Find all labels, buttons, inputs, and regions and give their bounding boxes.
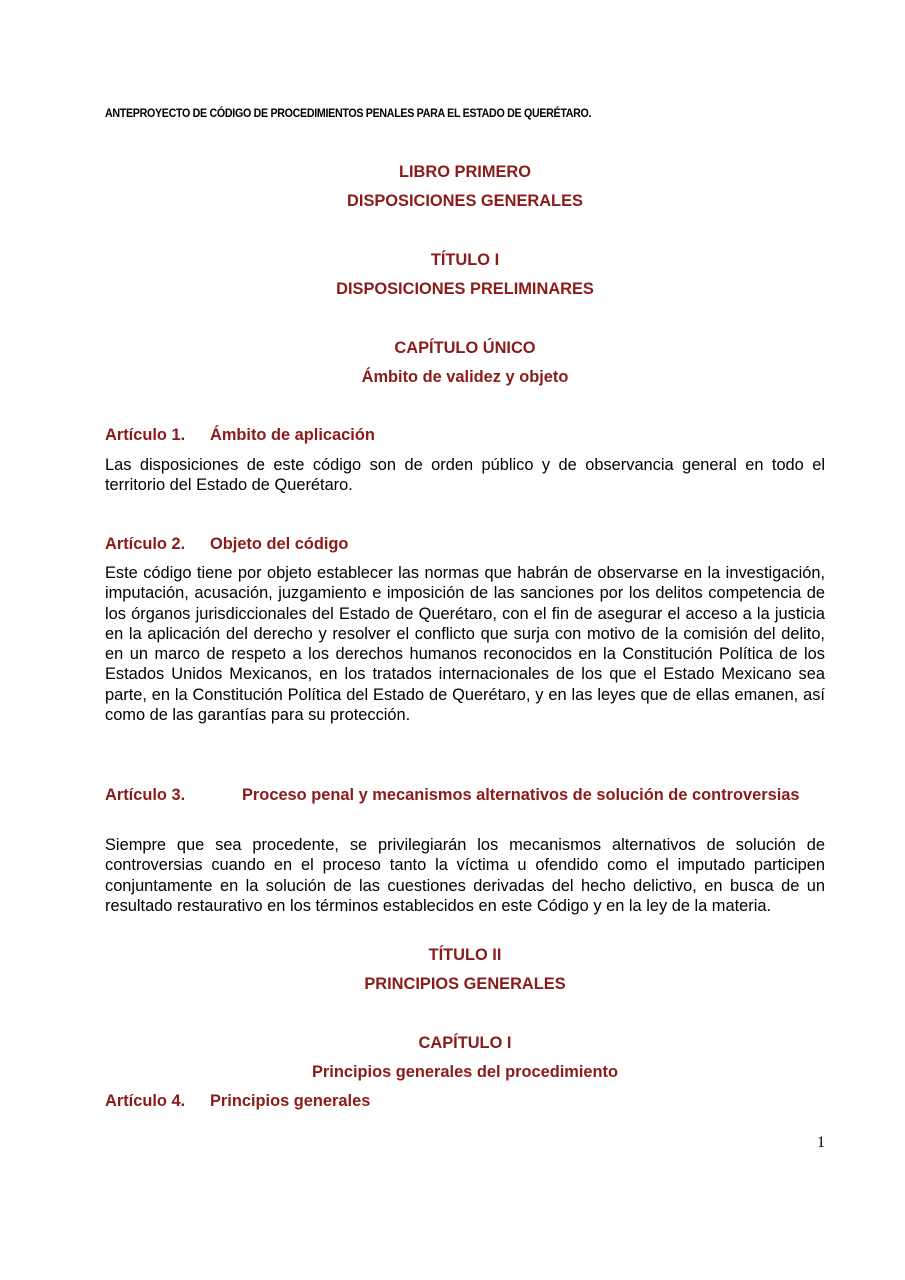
capitulo-unico-heading: CAPÍTULO ÚNICO [394,339,536,357]
article-3-title: Proceso penal y mecanismos alternativos de solución de controversias [242,786,800,804]
capitulo-1-subtitle: Principios generales del procedimiento [311,1063,619,1081]
libro-subtitle: DISPOSICIONES GENERALES [347,192,583,210]
page-number: 1 [817,1134,825,1151]
article-4-title: Principios generales [210,1092,371,1110]
article-1-number: Artículo 1. [105,426,186,444]
article-2-title: Objeto del código [210,535,349,553]
article-4-number: Artículo 4. [105,1092,186,1110]
titulo-2-heading: TÍTULO II [428,946,502,964]
titulo-1-heading: TÍTULO I [430,251,500,269]
article-3-heading [105,785,825,805]
capitulo-1-heading: CAPÍTULO I [418,1034,512,1052]
article-3-text: Siempre que sea procedente, se privilegiarán los mecanismos alternativos de solución de controversias cuando en el proceso tanto la víctima u ofendido como el imputado participen conjuntamente en la solución de las cuestiones derivadas del hecho delictivo, en busca de un resultado restaurativo en los términos establecidos en este Código y en la ley de la materia. [105,836,825,915]
titulo-2-subtitle: PRINCIPIOS GENERALES [364,975,566,993]
document-header: ANTEPROYECTO DE CÓDIGO DE PROCEDIMIENTOS PENALES PARA EL ESTADO DE QUERÉTARO. [105,106,592,120]
article-2-heading [105,534,825,554]
article-1-title: Ámbito de aplicación [210,426,375,444]
article-2-number: Artículo 2. [105,535,186,553]
article-1-heading [105,425,825,445]
libro-heading: LIBRO PRIMERO [398,163,532,181]
capitulo-unico-subtitle: Ámbito de validez y objeto [361,368,569,386]
article-2-text: Este código tiene por objeto establecer las normas que habrán de observarse en la investigación, imputación, acusación, juzgamiento e imposición de las sanciones por los delitos competencia de los órganos jurisdiccionales del Estado de Querétaro, con el fin de asegurar el acceso a la justicia en la aplicación del derecho y resolver el conflicto que surja con motivo de la comisión del delito, en un marco de respeto a los derechos humanos reconocidos en la Constitución Política de los Estados Unidos Mexicanos, en los tratados internacionales de los que el Estado Mexicano sea parte, en la Constitución Política del Estado de Querétaro, y en las leyes que de ellas emanen, así como de las garantías para su protección. [105,564,825,725]
article-1-text: Las disposiciones de este código son de orden público y de observancia general en todo el territorio del Estado de Querétaro. [105,456,825,495]
article-3-number: Artículo 3. [105,786,186,804]
titulo-1-subtitle: DISPOSICIONES PRELIMINARES [336,280,594,298]
article-4-heading [105,1091,825,1111]
